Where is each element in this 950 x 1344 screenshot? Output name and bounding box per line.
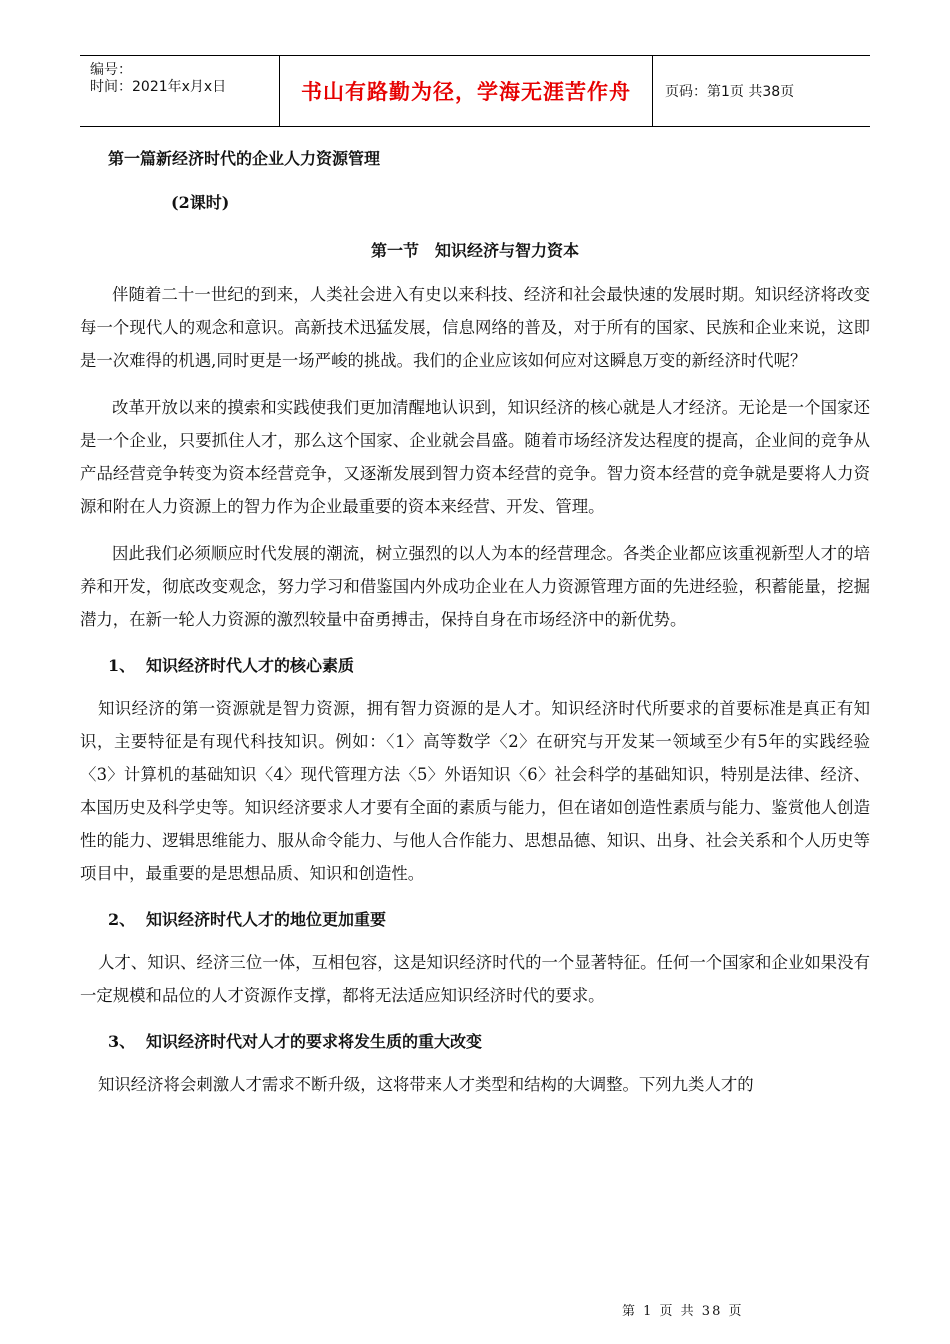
subheading-2-number: 2、 xyxy=(108,910,136,929)
subheading-1-text: 知识经济时代人才的核心素质 xyxy=(146,656,355,675)
paragraph-3: 因此我们必须顺应时代发展的潮流，树立强烈的以人为本的经营理念。各类企业都应该重视新型人才的培养和开发，彻底改变观念，努力学习和借鉴国内外成功企业在人力资源管理方面的先进经验，积蓄能量，挖掘潜力，在新一轮人力资源的激烈较量中奋勇搏击，保持自身在市场经济中的新优势。 xyxy=(80,544,870,629)
subheading-1-number: 1、 xyxy=(108,656,136,675)
class-hours: (2课时) xyxy=(171,193,230,212)
paragraph-2: 改革开放以来的摸索和实践使我们更加清醒地认识到，知识经济的核心就是人才经济。无论是一个国家还是一个企业，只要抓住人才，那么这个国家、企业就会昌盛。随着市场经济发达程度的提高，企业间的竞争从产品经营竞争转变为资本经营竞争，又逐渐发展到智力资本经营的竞争。智力资本经营的竞争就是要将人力资源和附在人力资源上的智力作为企业最重要的资本来经营、开发、管理。 xyxy=(80,398,870,516)
page-footer: 第 1 页 共 38 页 xyxy=(622,1304,744,1319)
header-meta xyxy=(80,56,280,126)
subheading-2 xyxy=(108,908,870,932)
paragraph-1: 伴随着二十一世纪的到来，人类社会进入有史以来科技、经济和社会最快速的发展时期。知识经济将改变每一个现代人的观念和意识。高新技术迅猛发展，信息网络的普及，对于所有的国家、民族和企业来说，这即是一次难得的机遇,同时更是一场严峻的挑战。我们的企业应该如何应对这瞬息万变的新经济时代呢？ xyxy=(80,285,870,370)
subheading-1 xyxy=(108,654,870,678)
page-header xyxy=(80,55,870,127)
subheading-3-number: 3、 xyxy=(108,1032,136,1051)
document-body xyxy=(80,140,870,1101)
document-date: 时间：2021年x月x日 xyxy=(90,79,227,95)
paragraph-6: 知识经济将会刺激人才需求不断升级，这将带来人才类型和结构的大调整。下列九类人才的 xyxy=(98,1075,754,1094)
subheading-3-text: 知识经济时代对人才的要求将发生质的重大改变 xyxy=(146,1032,483,1051)
header-motto: 书山有路勤为径，学海无涯苦作舟 xyxy=(280,56,653,126)
chapter-title: 第一篇新经济时代的企业人力资源管理 xyxy=(108,149,381,168)
paragraph-5: 人才、知识、经济三位一体，互相包容，这是知识经济时代的一个显著特征。任何一个国家和企业如果没有一定规模和品位的人才资源作支撑，都将无法适应知识经济时代的要求。 xyxy=(80,953,870,1005)
section-title: 第一节 知识经济与智力资本 xyxy=(370,241,579,260)
document-number-label: 编号： xyxy=(90,62,132,78)
header-page-info: 页码：第1页 共38页 xyxy=(665,84,795,100)
paragraph-4: 知识经济的第一资源就是智力资源，拥有智力资源的是人才。知识经济时代所要求的首要标准是真正有知识，主要特征是有现代科技知识。例如：〈1〉高等数学〈2〉在研究与开发某一领域至少有5年的实践经验〈3〉计算机的基础知识〈4〉现代管理方法〈5〉外语知识〈6〉社会科学的基础知识，特别是法律、经济、本国历史及科学史等。知识经济要求人才要有全面的素质与能力，但在诸如创造性素质与能力、鉴赏他人创造性的能力、逻辑思维能力、服从命令能力、与他人合作能力、思想品德、知识、出身、社会关系和个人历史等项目中，最重要的是思想品质、知识和创造性。 xyxy=(80,699,870,883)
subheading-3 xyxy=(108,1030,870,1054)
subheading-2-text: 知识经济时代人才的地位更加重要 xyxy=(146,910,387,929)
